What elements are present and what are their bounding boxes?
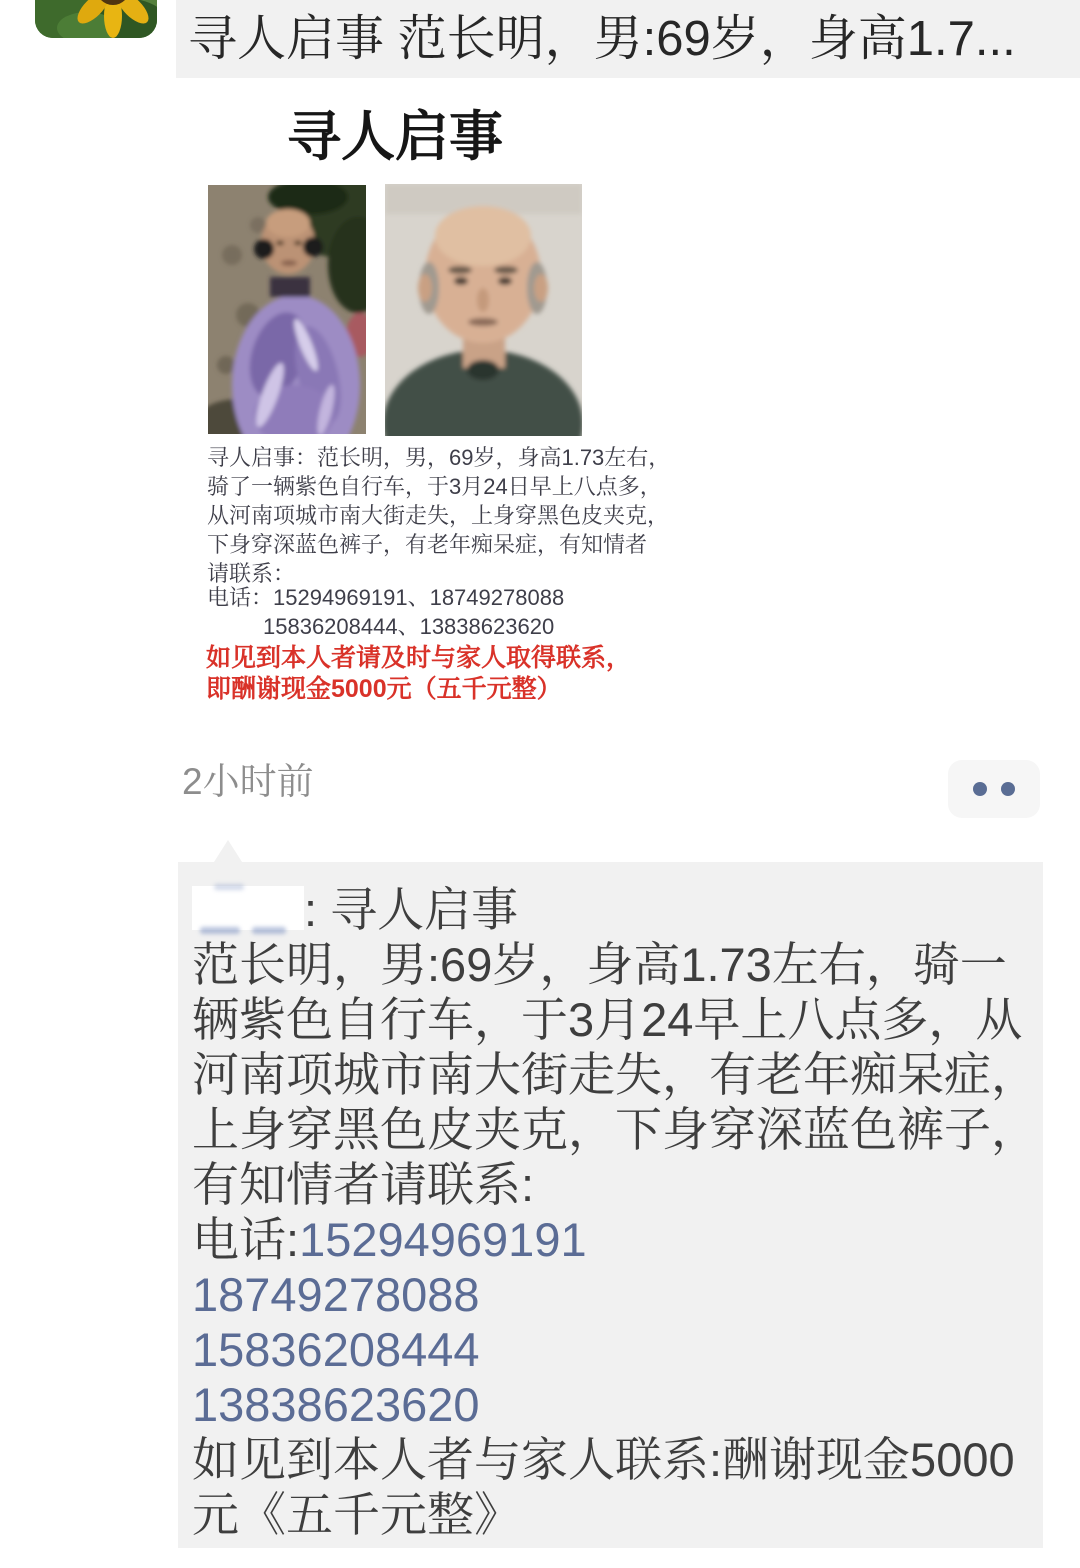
- avatar[interactable]: [35, 0, 157, 38]
- comment-text-line: 上身穿黑色皮夹克，下身穿深蓝色裤子，: [192, 1103, 1038, 1156]
- two-dots-icon: [973, 782, 1015, 796]
- poster-title: 寻人启事: [287, 107, 503, 167]
- more-button[interactable]: [948, 760, 1040, 818]
- comment-first-line: : 寻人启事: [304, 883, 519, 936]
- poster-text-line: 骑了一辆紫色自行车，于3月24日早上八点多，: [207, 474, 662, 499]
- poster-phone-numbers: [207, 583, 564, 641]
- poster-text-line: 寻人启事：范长明，男，69岁，身高1.73左右，: [207, 445, 671, 470]
- comment-bubble-arrow: [214, 840, 242, 862]
- censored-commenter-name: [192, 886, 304, 930]
- timestamp: 2小时前: [182, 761, 314, 802]
- missing-person-photo-outdoor: [208, 185, 366, 434]
- poster-text-line: 从河南项城市南大街走失，上身穿黑色皮夹克，: [207, 503, 670, 528]
- comment-text-line: 有知情者请联系:: [192, 1158, 535, 1211]
- poster-text-line: 请联系：: [207, 561, 296, 586]
- comment-text-line: 元《五千元整》: [192, 1488, 521, 1541]
- poster-alert-line: 如见到本人者请及时与家人取得联系，: [206, 644, 632, 672]
- sunflower-avatar-icon: [35, 0, 157, 38]
- phone-number-link[interactable]: 15836208444: [192, 1323, 480, 1376]
- phone-number-link[interactable]: 15294969191: [299, 1213, 587, 1266]
- phone-number-link[interactable]: 18749278088: [192, 1268, 480, 1321]
- poster-alert-line: 即酬谢现金5000元（五千元整）: [206, 675, 562, 703]
- phone-number-link[interactable]: 13838623620: [192, 1378, 480, 1431]
- phone-label: 电话:: [192, 1213, 300, 1266]
- comment-text-line: 河南项城市南大街走失，有老年痴呆症，: [192, 1048, 1038, 1101]
- comment-text-line: 范长明，男:69岁，身高1.73左右，骑一: [192, 938, 1007, 991]
- poster-phone-line: 电话：15294969191、18749278088: [207, 585, 565, 610]
- post-title[interactable]: 寻人启事 范长明，男:69岁，身高1.7...: [188, 12, 1016, 66]
- poster-description: [207, 443, 670, 588]
- comment-text-line: 如见到本人者与家人联系:酬谢现金5000: [192, 1433, 1015, 1486]
- poster-phone-line: 15836208444、13838623620: [263, 614, 555, 639]
- missing-person-photo-portrait: [385, 184, 582, 436]
- poster-text-line: 下身穿深蓝色裤子，有老年痴呆症，有知情者: [207, 532, 648, 557]
- poster-reward-notice: [206, 643, 631, 705]
- comment-text-line: 辆紫色自行车，于3月24早上八点多，从: [192, 993, 1023, 1046]
- missing-person-poster[interactable]: [180, 92, 690, 742]
- comment-bubble[interactable]: [178, 862, 1043, 1548]
